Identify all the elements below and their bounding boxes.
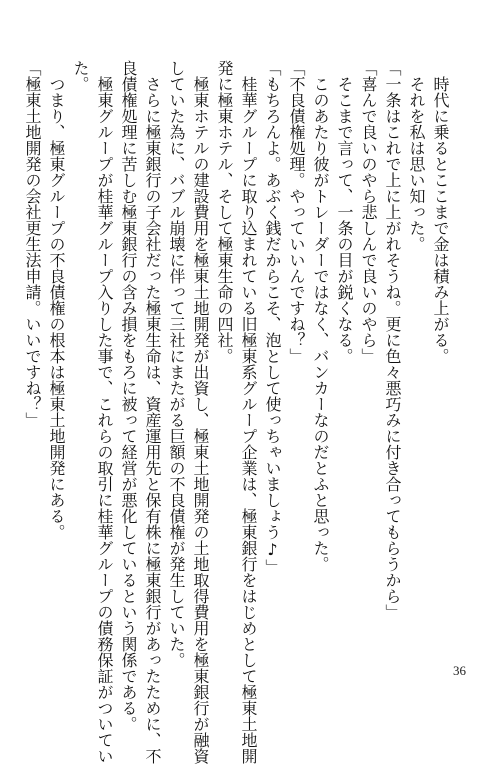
text-line-13: さらに極東銀行の子会社だった極東生命は、資産運用先と保有株に極東銀行があったために、不 xyxy=(143,60,162,764)
text-line-18: 「極東土地開発の会社更生法申請。いいですね？」 xyxy=(23,60,42,428)
text-line-6: このあたり彼がトレーダーではなく、バンカーなのだとふと思った。 xyxy=(311,60,330,572)
text-line-14: 良債権処理に苦しむ極東銀行の含み損をもろに被って経営が悪化しているという関係である。 xyxy=(119,60,138,732)
page-number: 36 xyxy=(453,663,466,678)
text-line-9: 桂華グループに取り込まれている旧極東系グループ企業は、極東銀行をはじめとして極東土地開 xyxy=(239,60,258,764)
text-line-15: 極東グループが桂華グループ入りした事で、これらの取引に桂華グループの債務保証がついてい xyxy=(95,60,114,764)
vertical-text-block xyxy=(20,60,452,764)
text-line-4: 「喜んで良いのやら悲しんで良いのやら」 xyxy=(359,60,378,364)
text-line-8: 「もちろんよ。あぶく銭だからこそ、泡として使っちゃいましょう♪」 xyxy=(263,60,282,575)
text-line-16: た。 xyxy=(71,60,90,92)
text-line-5: そこまで言って、一条の目が鋭くなる。 xyxy=(335,60,354,364)
text-line-12: していた為に、バブル崩壊に伴って三社にまたがる巨額の不良債権が発生していた。 xyxy=(167,60,186,668)
text-line-7: 「不良債権処理。やっていいんですね？」 xyxy=(287,60,306,364)
text-line-1: 時代に乗るとここまで金は積み上がる。 xyxy=(431,60,450,364)
text-line-17: つまり、極東グループの不良債権の根本は極東土地開発にある。 xyxy=(47,60,66,540)
text-line-11: 極東ホテルの建設費用を極東土地開発が出資し、極東土地開発の土地取得費用を極東銀行が融資 xyxy=(191,60,210,764)
text-line-3: 「一条はこれで上に上がれそうね。更に色々悪巧みに付き合ってもらうから」 xyxy=(383,60,402,620)
text-line-2: それを私は思い知った。 xyxy=(407,60,426,252)
text-line-10: 発に極東ホテル、そして極東生命の四社。 xyxy=(215,60,234,364)
